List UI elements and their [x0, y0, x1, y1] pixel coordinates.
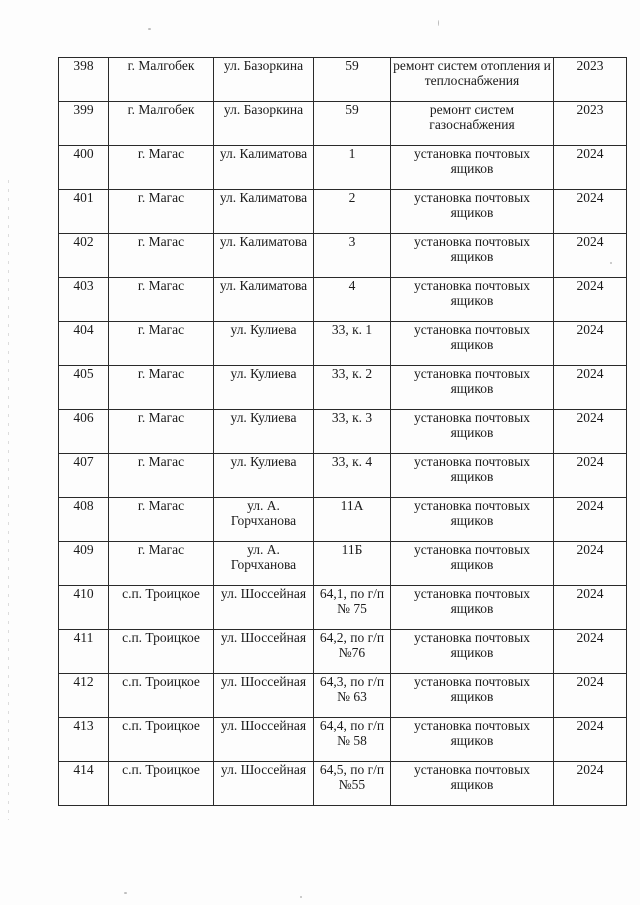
street: ул. Кулиева: [230, 454, 297, 469]
house-number: 33, к. 1: [331, 322, 373, 337]
settlement: г. Магас: [137, 322, 185, 337]
year: 2024: [576, 454, 604, 469]
row-number-cell: [59, 630, 109, 674]
row-number-cell: [59, 102, 109, 146]
settlement: г. Магас: [137, 278, 185, 293]
street: ул. Базоркина: [223, 102, 304, 117]
settlement-cell: [109, 762, 214, 806]
row-number: 403: [73, 278, 94, 293]
work-type: установка почтовых ящиков: [414, 718, 530, 748]
year-cell: [554, 322, 627, 366]
house-number: 64,3, по г/п № 63: [319, 674, 385, 704]
settlement: с.п. Троицкое: [122, 718, 200, 733]
row-number: 407: [73, 454, 94, 469]
row-number: 401: [73, 190, 94, 205]
street-cell: [214, 762, 314, 806]
work-type: установка почтовых ящиков: [414, 366, 530, 396]
settlement-cell: [109, 102, 214, 146]
settlement: г. Магас: [137, 146, 185, 161]
table-row: [59, 498, 627, 542]
settlement: г. Магас: [137, 542, 185, 557]
scan-speck: [124, 892, 127, 894]
year-cell: [554, 454, 627, 498]
house-number-cell: [314, 674, 391, 718]
work-type-cell: [391, 542, 554, 586]
row-number-cell: [59, 498, 109, 542]
year: 2024: [576, 190, 604, 205]
scan-speck: [148, 28, 151, 30]
work-type: установка почтовых ящиков: [414, 146, 530, 176]
year: 2024: [576, 322, 604, 337]
year-cell: [554, 366, 627, 410]
row-number: 411: [73, 630, 94, 645]
row-number-cell: [59, 322, 109, 366]
street-cell: [214, 586, 314, 630]
house-number: 64,4, по г/п № 58: [319, 718, 385, 748]
work-type: установка почтовых ящиков: [414, 498, 530, 528]
year-cell: [554, 718, 627, 762]
settlement: г. Малгобек: [127, 58, 195, 73]
street-cell: [214, 190, 314, 234]
work-type-cell: [391, 58, 554, 102]
settlement: с.п. Троицкое: [122, 674, 200, 689]
house-number: 33, к. 2: [331, 366, 373, 381]
street: ул. Шоссейная: [220, 674, 307, 689]
street-cell: [214, 234, 314, 278]
row-number: 408: [73, 498, 94, 513]
year-cell: [554, 146, 627, 190]
work-type-cell: [391, 630, 554, 674]
registry-table-body: [59, 58, 627, 806]
row-number: 412: [73, 674, 94, 689]
work-type: ремонт систем отопления и теплоснабжения: [393, 58, 551, 88]
street-cell: [214, 366, 314, 410]
table-row: [59, 234, 627, 278]
settlement: г. Магас: [137, 454, 185, 469]
row-number: 406: [73, 410, 94, 425]
row-number-cell: [59, 278, 109, 322]
street-cell: [214, 322, 314, 366]
year: 2023: [576, 102, 604, 117]
street: ул. Шоссейная: [220, 762, 307, 777]
house-number-cell: [314, 322, 391, 366]
year-cell: [554, 674, 627, 718]
settlement-cell: [109, 190, 214, 234]
street: ул. Калиматова: [219, 190, 308, 205]
work-type-cell: [391, 146, 554, 190]
house-number: 1: [348, 146, 356, 161]
house-number-cell: [314, 718, 391, 762]
row-number-cell: [59, 146, 109, 190]
street: ул. Шоссейная: [220, 718, 307, 733]
work-type: установка почтовых ящиков: [414, 762, 530, 792]
street-cell: [214, 146, 314, 190]
work-type: установка почтовых ящиков: [414, 278, 530, 308]
table-row: [59, 542, 627, 586]
table-row: [59, 58, 627, 102]
house-number-cell: [314, 630, 391, 674]
settlement-cell: [109, 410, 214, 454]
row-number-cell: [59, 190, 109, 234]
house-number: 3: [348, 234, 356, 249]
year: 2024: [576, 718, 604, 733]
row-number-cell: [59, 234, 109, 278]
street: ул. Калиматова: [219, 278, 308, 293]
street-cell: [214, 630, 314, 674]
year-cell: [554, 234, 627, 278]
work-type-cell: [391, 322, 554, 366]
table-row: [59, 454, 627, 498]
year-cell: [554, 762, 627, 806]
row-number: 400: [73, 146, 94, 161]
street: ул. Шоссейная: [220, 586, 307, 601]
work-type-cell: [391, 366, 554, 410]
house-number: 59: [345, 102, 359, 117]
year: 2023: [576, 58, 604, 73]
settlement: г. Магас: [137, 190, 185, 205]
table-row: [59, 146, 627, 190]
year-cell: [554, 278, 627, 322]
table-row: [59, 718, 627, 762]
street: ул. Калиматова: [219, 234, 308, 249]
year-cell: [554, 58, 627, 102]
row-number: 398: [73, 58, 94, 73]
settlement-cell: [109, 542, 214, 586]
settlement: г. Магас: [137, 498, 185, 513]
work-type-cell: [391, 410, 554, 454]
row-number: 409: [73, 542, 94, 557]
row-number-cell: [59, 410, 109, 454]
work-type: ремонт систем газоснабжения: [429, 102, 515, 132]
work-type-cell: [391, 762, 554, 806]
house-number-cell: [314, 366, 391, 410]
house-number-cell: [314, 454, 391, 498]
settlement-cell: [109, 454, 214, 498]
work-type: установка почтовых ящиков: [414, 586, 530, 616]
row-number-cell: [59, 542, 109, 586]
house-number: 33, к. 3: [331, 410, 373, 425]
house-number: 59: [345, 58, 359, 73]
settlement-cell: [109, 146, 214, 190]
settlement-cell: [109, 322, 214, 366]
row-number-cell: [59, 718, 109, 762]
year: 2024: [576, 762, 604, 777]
street-cell: [214, 498, 314, 542]
row-number-cell: [59, 674, 109, 718]
house-number: 4: [348, 278, 356, 293]
table-row: [59, 190, 627, 234]
row-number-cell: [59, 58, 109, 102]
street: ул. А. Горчханова: [230, 498, 297, 528]
house-number-cell: [314, 278, 391, 322]
work-type-cell: [391, 718, 554, 762]
settlement: г. Малгобек: [127, 102, 195, 117]
work-type: установка почтовых ящиков: [414, 410, 530, 440]
house-number-cell: [314, 234, 391, 278]
house-number: 2: [348, 190, 356, 205]
work-type: установка почтовых ящиков: [414, 630, 530, 660]
street: ул. Кулиева: [230, 366, 297, 381]
table-row: [59, 630, 627, 674]
house-number-cell: [314, 190, 391, 234]
row-number-cell: [59, 454, 109, 498]
street-cell: [214, 58, 314, 102]
work-type: установка почтовых ящиков: [414, 454, 530, 484]
year-cell: [554, 190, 627, 234]
street: ул. Кулиева: [230, 322, 297, 337]
year-cell: [554, 102, 627, 146]
year: 2024: [576, 630, 604, 645]
year: 2024: [576, 410, 604, 425]
work-type-cell: [391, 498, 554, 542]
scan-speck: [300, 896, 302, 898]
settlement-cell: [109, 278, 214, 322]
year-cell: [554, 410, 627, 454]
year: 2024: [576, 674, 604, 689]
house-number: 11Б: [341, 542, 363, 557]
street-cell: [214, 410, 314, 454]
row-number-cell: [59, 366, 109, 410]
work-type: установка почтовых ящиков: [414, 674, 530, 704]
table-row: [59, 278, 627, 322]
settlement: г. Магас: [137, 366, 185, 381]
table-row: [59, 762, 627, 806]
settlement: с.п. Троицкое: [122, 630, 200, 645]
house-number-cell: [314, 410, 391, 454]
street: ул. А. Горчханова: [230, 542, 297, 572]
house-number: 64,2, по г/п №76: [319, 630, 385, 660]
work-type: установка почтовых ящиков: [414, 322, 530, 352]
settlement-cell: [109, 586, 214, 630]
table-row: [59, 322, 627, 366]
settlement: г. Магас: [137, 410, 185, 425]
row-number-cell: [59, 586, 109, 630]
year: 2024: [576, 498, 604, 513]
scan-speck: [438, 20, 439, 26]
settlement-cell: [109, 58, 214, 102]
settlement: с.п. Троицкое: [122, 762, 200, 777]
house-number: 64,1, по г/п № 75: [319, 586, 385, 616]
street: ул. Кулиева: [230, 410, 297, 425]
year-cell: [554, 586, 627, 630]
street-cell: [214, 674, 314, 718]
street: ул. Шоссейная: [220, 630, 307, 645]
settlement-cell: [109, 234, 214, 278]
year-cell: [554, 542, 627, 586]
row-number: 402: [73, 234, 94, 249]
row-number: 404: [73, 322, 94, 337]
house-number-cell: [314, 102, 391, 146]
registry-table: [58, 57, 627, 806]
settlement-cell: [109, 630, 214, 674]
settlement-cell: [109, 718, 214, 762]
street-cell: [214, 278, 314, 322]
house-number: 11А: [340, 498, 364, 513]
work-type-cell: [391, 102, 554, 146]
row-number: 410: [73, 586, 94, 601]
settlement-cell: [109, 366, 214, 410]
work-type: установка почтовых ящиков: [414, 190, 530, 220]
year: 2024: [576, 234, 604, 249]
house-number-cell: [314, 762, 391, 806]
work-type-cell: [391, 278, 554, 322]
settlement: г. Магас: [137, 234, 185, 249]
year: 2024: [576, 586, 604, 601]
table-row: [59, 366, 627, 410]
house-number: 33, к. 4: [331, 454, 373, 469]
row-number-cell: [59, 762, 109, 806]
street-cell: [214, 102, 314, 146]
year-cell: [554, 630, 627, 674]
year: 2024: [576, 366, 604, 381]
house-number-cell: [314, 586, 391, 630]
work-type: установка почтовых ящиков: [414, 234, 530, 264]
work-type-cell: [391, 234, 554, 278]
settlement-cell: [109, 674, 214, 718]
street: ул. Базоркина: [223, 58, 304, 73]
table-row: [59, 102, 627, 146]
row-number: 413: [73, 718, 94, 733]
settlement: с.п. Троицкое: [122, 586, 200, 601]
street: ул. Калиматова: [219, 146, 308, 161]
year: 2024: [576, 146, 604, 161]
year-cell: [554, 498, 627, 542]
house-number: 64,5, по г/п №55: [319, 762, 385, 792]
table-row: [59, 586, 627, 630]
house-number-cell: [314, 542, 391, 586]
year: 2024: [576, 542, 604, 557]
work-type-cell: [391, 190, 554, 234]
street-cell: [214, 542, 314, 586]
settlement-cell: [109, 498, 214, 542]
work-type-cell: [391, 674, 554, 718]
street-cell: [214, 718, 314, 762]
house-number-cell: [314, 498, 391, 542]
row-number: 405: [73, 366, 94, 381]
work-type: установка почтовых ящиков: [414, 542, 530, 572]
work-type-cell: [391, 586, 554, 630]
row-number: 399: [73, 102, 94, 117]
work-type-cell: [391, 454, 554, 498]
street-cell: [214, 454, 314, 498]
table-row: [59, 410, 627, 454]
year: 2024: [576, 278, 604, 293]
house-number-cell: [314, 58, 391, 102]
scan-edge-artifact: [8, 180, 9, 820]
house-number-cell: [314, 146, 391, 190]
table-row: [59, 674, 627, 718]
row-number: 414: [73, 762, 94, 777]
